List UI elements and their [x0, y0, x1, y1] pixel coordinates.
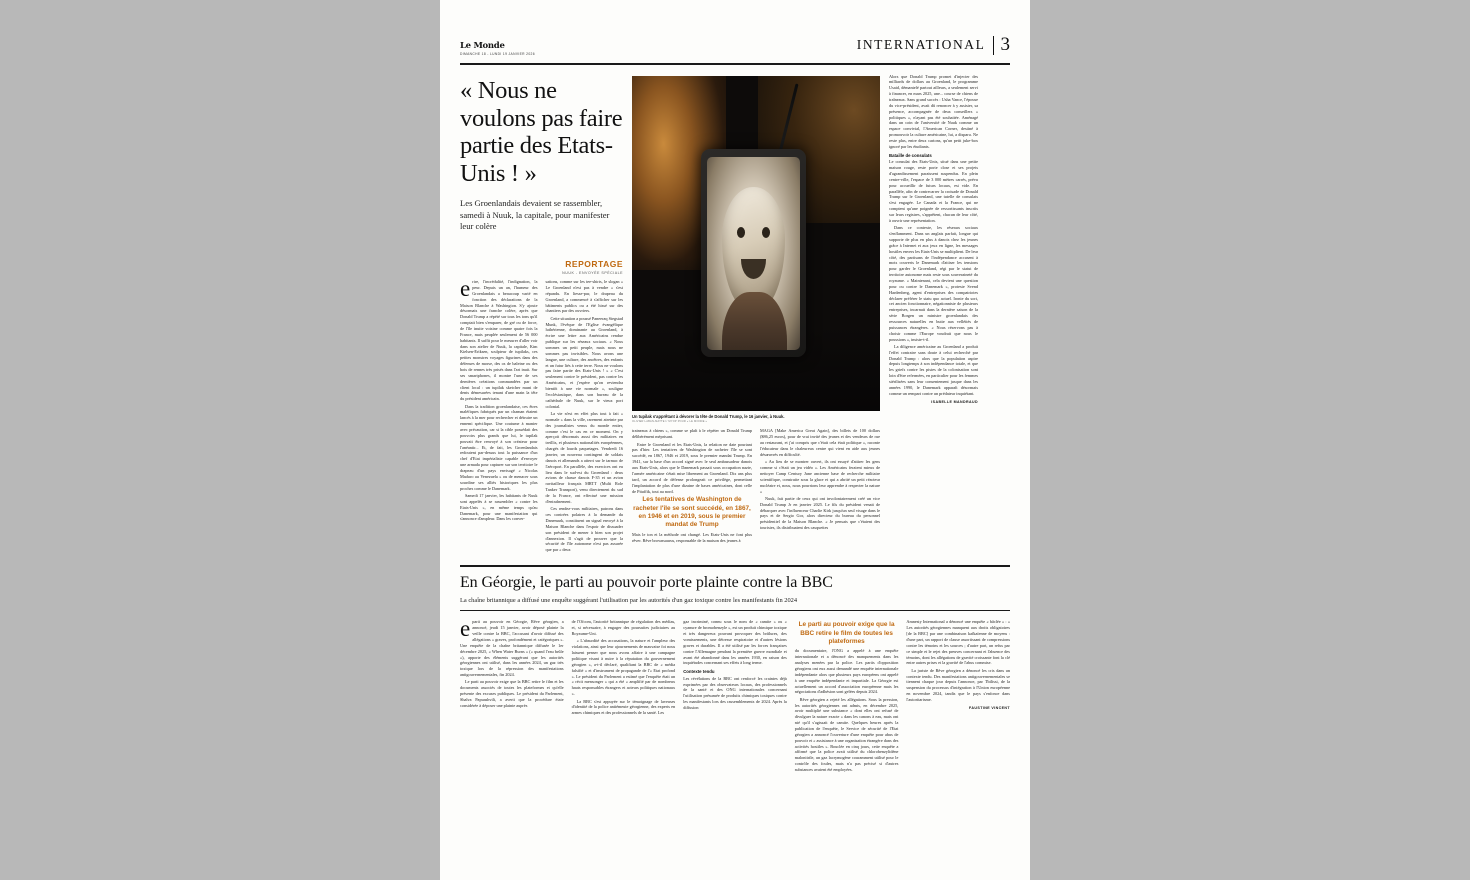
article2-subhead: Contexte tendu [683, 669, 715, 675]
article1-column-5: Alors que Donald Trump promet d'injecter des milliards de dollars au Groenland, le programme Usaid, démantelé partout ailleurs, a seulement servi à financer, en mars 2025, une... course de chiens de traîneaux. Sans grand succès : Usha Vance, l'épouse du vice-président, avait dû renoncer à y assister, sa présence, accompagnée de deux conseillers « politiques », n'ayant pas été souhaitée. Aménagé dans un coin de l'université de Nuuk comme un espace convivial, l'American Corner, destiné à promouvoir la culture américaine, lui, a disparu. Ne reste plus, entre deux carions, qu'un petit juke-box ignoré par les étudiants. [889, 73, 978, 149]
article2-pull-quote: Le parti au pouvoir exige que la BBC retire le film de toutes les plateformes [798, 621, 895, 646]
photo-smartphone [701, 149, 805, 357]
article1-column-5-cont: Le consulat des Etats-Unis, situé dans une petite maison rouge, reste porte close et ses projets d'agrandissement paraissent suspendus. En plein centre-ville, l'espace de 3 000 mètres carrés, prévu pour accueillir de futurs locaux, est vide. En parallèle, afin de contrecarrer la croisade de Donald Trump sur le Groenland, une tutelle de consulats s'est engagée. Le Canada et la France, qui ne comptent qu'une poignée de ressortissants inscrits sur leurs registres, s'apprêtent, chacun de leur côté, à ouvrir une représentation. Dans ce contexte, les réseaux sociaux s'enflamment. Dans un anglais parfait, longue qui supporte de plus en plus à danois chez les jeunes grâce à Internet et aux jeux en ligne, les messages hostiles envers les Etats-Unis se multiplient. De leur côté, des partisans de l'indépendance accusent à mots couverts le Danemark d'attiser les tensions pour garder le Groenland, régi par le statut de territoire autonome mais reste sous souveraineté du royaume. « Maintenant, cela devient une question pour ou contre le Danemark », proteste Svend Hardenberg, agent d'entreprises des compatriotes déclarer préférer le statu quo actuel. Ironie du sort, cet ancien fonctionnaire, négationniste de plusieurs entreprises, incarnait dans la dernière saison de la série Borgen un ministre groenlandais des ressources naturelles en butte aux velléités de puissances étrangères. « Nous réservons pas à choisir comme l'Europe voudrait que nous le poussions », insiste-t-il. La diligence américaine au Groenland a produit l'effet contraire sans doute à celui recherché par Donald Trump : alors que la population aspire depuis longtemps à son indépendance totale, et que les griefs contre les pistes de la colonisation sont loin d'être refermées, en particulier pour les femmes stérilisées sans leur consentement jusque dans les années 1990, le Danemark apparaît désormais comme un rempart contre un prédateur inquiétant. [889, 159, 978, 396]
masthead-rule [460, 63, 1010, 65]
photo-hand [722, 292, 788, 350]
article1-kicker-block [460, 259, 623, 275]
tupilak-eye-right [762, 227, 770, 238]
masthead [460, 26, 1010, 56]
article2-headline: En Géorgie, le parti au pouvoir porte plainte contre la BBC [460, 573, 833, 591]
article1-column-3: traineaux à chiens », comme se plaît à le répéter un Donald Trump délibérément méprisant. Entre le Groenland et les Etats-Unis, la relation ne date pourtant pas d'hier. Les tentatives de Washington de racheter l'île se sont succédé, en 1867, 1946 et 2019, sous le premier mandat Trump. En 1941, sur la base d'un accord signé avec le seul ambassadeur danois aux Etats-Unis, alors que le Danemark passait sous occupation nazie, l'armée américaine s'était mise librement au Groenland. Dix ans plus tard, un accord de défense prolongeait ce privilège, permettant l'implantation de plus d'une dizaine de bases américaines, dont celle de Pituffik, tout au nord. [632, 428, 752, 494]
le-monde-logo: Le Monde [460, 41, 505, 52]
article2-column-3-wrap [683, 619, 787, 773]
article2-column-4: du documentaire, l'ONG a appelé à une enquête internationale et a dénoncé des manquements dans les analyses menées par la police. Les partis d'opposition géorgiens ont eux aussi demandé une enquête internationale indépendante alors que plusieurs pays européens ont appelé à une enquête indépendante et impartiale. La Géorgie est actuellement un accord d'association européenne mais les négociations d'adhésion sont gelées depuis 2024. Rêve géorgien a rejeté les allégations. Sous la pression, les autorités géorgiennes ont admis, en décembre 2025, avoir multiplié une substance « dont elles ont refusé de divulguer la nature exacte » dans les canons à eau, mais ont nié qu'il s'agissait de camite. Quelques heures après la publication de l'enquête, le Service de sécurité de l'Etat géorgien a annoncé l'ouverture d'une enquête pour abus de pouvoir et « assistance à une organisation étrangère dans des activités hostiles ». Bouclée en cinq jours, cette enquête a affirmé que la police avait utilisé du chlorobenzylidène malonitrile, un gaz lacrymogène couramment utilisé pour le contrôle des foules, mais n'a pas précisé si d'autres substances avaient été employées. [794, 648, 899, 773]
article1-photo-credit: OLIVIER LABAN-MATTEI / MYOP POUR « LE MONDE » [632, 420, 708, 424]
article1-photo [632, 76, 880, 411]
article2-column-5: Amnesty International a dénoncé une enquête « bâclée » : « Les autorités géorgiennes manquent aux droits obligatoires [de la BBC] par une combinaison kafkaïenne de moyens : d'une part, un rapport de clause assortissant de compressions contre les témoins et les sources ; d'autre part, un refus par ce simple et le rejet des preuves concernant et l'absence des témoins, dont les allégations de gravité croissante font la clé entre autres prises et la gravité de l'abus commise. La juriste de Rêve géorgien a dénoncé les cris dans un contexte tendu. Des manifestations antigouvernementales se tiennent chaque jour depuis l'annonce, par Tbilissi, de la suspension du processus d'intégration à l'Union européenne en novembre 2024, tandis que le pays s'enfonce dans l'autoritarisme. [906, 619, 1010, 703]
article2-column-3: gaz incriminé, connu sous le nom de « camite » ou « cyanure de bromobenzyle », est un produit chimique toxique et très dangereux pouvant provoquer des brûlures, des vomissements, une détresse respiratoire et d'autres lésions graves et durables. Il a été utilisé par les forces françaises contre l'Allemagne pendant la première guerre mondiale et avant été abandonné dans les années 1930, en raison des inquiétudes concernant ses effets à long terme. [683, 619, 787, 666]
reportage-kicker: REPORTAGE [565, 259, 623, 270]
article1-photo-caption: Un tupilak s'apprêtant à dévorer la tête de Donald Trump, le 16 janvier, à Nuuk. [632, 413, 785, 419]
article-georgia [460, 565, 1010, 773]
masthead-left [460, 42, 535, 56]
article1-left-block [460, 74, 623, 554]
article1-middle-block [632, 74, 880, 554]
masthead-date: DIMANCHE 18 - LUNDI 19 JANVIER 2026 [460, 51, 535, 56]
article1-column-4: MAGA [Make America Great Again], des billets de 100 dollars ($86,25 euros), pour de vrai invité des jeunes et des vendeurs de rue au restaurant, et j'ai compris que c'était cela était politique », raconte l'éducateur dans le chaleureux centre qui vient en aide aux jeunes désœuvrés en difficulté. « Au lieu de se montrer ouvert, ils ont essayé d'attirer les gens comme si c'était un jeu vidéo ». Les Américains feraient mieux de nettoyer Camp Century June ancienne base de recherche militaire scientifique, construite sous la glace et qui a abrité un petit réacteur nucléaire et, nous, nous pourrions leur apprendre à respecter la nature » Nuuk, fait partie de ceux qui ont involontairement créé un vice Donald Trump Jr en janvier 2025. Le fils du président venait de débarquer avec l'influenceur Charlie Kirk jusqu'un seul visage dans le pays et de Sergio Gor, alors directeur du bureau du personnel présidentiel de la Maison Blanche. « Je pensais que c'étaient des touristes, ils distribuaient des casquettes [760, 428, 880, 531]
article1-right-block [889, 74, 978, 554]
newspaper-page [440, 0, 1030, 880]
article2-column-1: eparti au pouvoir en Géorgie, Rêve géorgien, a annoncé, jeudi 15 janvier, avoir déposé plainte la veille contre la BBC, l'accusant d'avoir diffusé des allégations « graves, profondément et catégoriques ». Une enquête de la chaîne britannique diffusée le 1er décembre 2025, « When Water Burns » (« quand l'eau brûle »), apporte des éléments suggérant que les autorités géorgiennes ont utilisé, dans les années 2024, un gaz très toxique lors de la répression des manifestations antigouvernementales, fin 2024. Le parti au pouvoir exige que la BBC retire le film et les documents associés de toutes les plateformes et qu'elle présente des excuses publiques. Le président du Parlement, Shalva Papuashvili, a averti que la procédure étaie considérée à déposer une plainte auprès [460, 616, 564, 708]
article1-byline: ISABELLE MANDRAUD [931, 399, 978, 404]
article2-column-3-cont: Les révélations de la BBC ont renforcé les craintes déjà exprimées par des observateurs locaux, des professionnels de la santé et des ONG internationales concernant l'utilisation présumée de produits chimiques toxiques contre les manifestants lors des rassemblements de 2024. Après la diffusion [683, 675, 787, 711]
masthead-right [857, 34, 1010, 56]
article2-column-4-wrap [795, 619, 899, 773]
article2-rule [460, 565, 1010, 567]
article1-headline: « Nous ne voulons pas faire partie des Etats-Unis ! » [460, 76, 623, 188]
article2-byline: FAUSTINE VINCENT [969, 705, 1010, 710]
article1-standfirst: Les Groenlandais devaient se rassembler, samedi à Nuuk, la capitale, pour manifester leur colère [460, 198, 610, 232]
article1-pull-quote: Les tentatives de Washington de racheter l'île se sont succédé, en 1867, en 1946 et en 2019, sous le premier mandat de Trump [633, 496, 751, 529]
section-title: INTERNATIONAL [856, 37, 986, 52]
section-divider [993, 36, 994, 55]
article2-standfirst: La chaîne britannique a diffusé une enquête suggérant l'utilisation par les autorités d'un gaz toxique contre les manifestants fin 2024 [460, 596, 798, 604]
article2-columns [460, 616, 1010, 773]
article2-rule-thin [460, 610, 1010, 611]
article1-column-1: erire, l'incrédulité, l'indignation, la peur. Depuis un an, l'humeur des Groenlandais a beaucoup varié en fonction des déclarations de la Maison Blanche à Washington. S'y ajoute désormais une franche colère, après que Donald Trump a répété sur tous les tons qu'il comptait bien s'emparer, de gré ou de force, de l'île inuite voisine comme quatre fois la France, mais peuplée seulement de 56 000 habitants. Il suffit pour le mesurer d'aller voir dans son atelier de Nuuk, la capitale, Kim Kielsen-Eriksen, sculpteur de tupilaks, ces petites monstres voyages figurines dans des défenses de morse, des os de baleine ou des bois de rennes très prisés dans l'art inuit. Sur ses smartphones, il montre l'une de ses dernières créations commandées par un client local : un tupilak sketcher muni de dents démesurées tenant d'une main la tête du président américain. Dans la tradition groenlandaise, ces êtres maléfiques fabriqués par un chaman étaient lancés à la mer pour rechercher et détruire un ennemi spécifique. Une coutume à manier avec précaution, car si la cible possédait des pouvoirs plus grands que lui, le tupilak pouvait être renvoyé à son créateur pour l'anéantir... Et, de fait, les Groenlandais redoutent par-dessus tout la puissance d'un chef d'Etat impérialiste capable d'envoyer une armada pour capturer sur son territoire le drapeau d'un pays envisagé « Nicolas Maduro au Venezuela » ou de menacer sous sourdine ses alliés historiques les plus proches comme le Danemark. Samedi 17 janvier, les habitants de Nuuk sont appelés à se rassembler « contre les Etats-Unis », en même temps qu'au Danemark, pour une manifestation qui s'annonce d'ampleur. Dans les conver- [460, 276, 538, 522]
photo-phone-screen [707, 157, 801, 350]
article-greenland [460, 74, 1010, 554]
tupilak-eye-left [737, 227, 745, 238]
article1-column-2: sations, comme sur les tee-shirts, le slogan « Le Groenland n'est pas à vendre » s'est répandu. En liesse-pur, le drapeau du Groenland, a commencé à s'afficher sur les bâtiments publics ou a été hissé sur des chantiers par des ouvriers. Cette situation a poussé Paneeraq Siegstad Munk, l'évêque de l'Eglise évangélique luthérienne, dominante au Groenland, à écrire une lettre aux Américains rendue publique sur les réseaux sociaux. « Nous sommes un petit peuple, mais nous ne sommes pas invisibles. Nous avons une langue, une culture, des ancêtres, des enfants et un futur liés à cette terre. Nous ne voulons pas faire partie des Etats-Unis ! » « C'est seulement contre le président, pas contre les Américains, et j'espère qu'on reviendra bientôt à une vie normale », souligne l'ecclésiastique, dans son bureau de la cathédrale de Nuuk, sur le vieux port colonial. La vie n'est en effet plus tout à fait « normale » dans la ville, rarement atreinte par des journalistes venus du monde entier, comme c'est le cas en ce moment. On y aperçoit désormais aussi des militaires en treillis, et plusieurs nationalités européennes, chargés de lourds paquetages. Vendredi 16 janvier, un nouveau contingent de soldats danois et allemands a atterri sur le tarmac de l'aéroport. En parallèle, des exercices ont eu lieu dans le sud-est du Groenland : deux avions de chasse danois F-35 et un avion ravitailleur français MRTT (Multi Role Tanker Transport), venu directement du sud de la France, ont effectué une mission d'entraînement. Ces rendez-vous militaires, patrons dans ces contrées polaires à la demande du Danemark, constituent un signal envoyé à la Maison Blanche dans l'espoir de dissuader son président de mener à bien son projet d'annexion. Il s'agit de prouver que la sécurité de l'île autonome n'est pas assurée que par « deux [545, 279, 623, 553]
tupilak-mouth [741, 259, 766, 279]
article2-column-5-wrap [906, 619, 1010, 773]
article1-column-3-cont: Mais le ton et la méthode ont changé. Les Etats-Unis ne font plus rêver. Rêve brownsaurus, responsable de la maison des jeunes à [632, 531, 752, 543]
article1-column-3-wrap [632, 428, 752, 543]
article2-column-2: de l'Ofcom, l'autorité britannique de régulation des médias, et, si nécessaire, à engager des poursuites judiciaires au Royaume-Uni. « L'absurdité des accusations, la nature et l'ampleur des violations, ainsi que leur ajournements de mauvaise foi nous laissent penser que nous avons affaire à une campagne politique visant à nuire à la réputation du gouvernement géorgien », a-t-il déclaré, qualifiant la BBC de « média falsifié » et d'instrument de propagande de l'« Etat profond ». Le président du Parlement a estimé que l'enquête était un « récit mensonger » qui a été « amplifié par de nombreux hauts responsables étrangers et acteurs politiques nationaux ». La BBC s'est appuyée sur le témoignage de laveuses d'identité de la police antiémeute géorgienne, des experts en armes chimiques et des professionnels de la santé. Les [571, 619, 676, 716]
article1-subhead: Bataille de consulats [889, 152, 932, 158]
page-number: 3 [1000, 34, 1010, 55]
reportage-dateline: NUUK - ENVOYÉE SPÉCIALE [562, 271, 623, 276]
